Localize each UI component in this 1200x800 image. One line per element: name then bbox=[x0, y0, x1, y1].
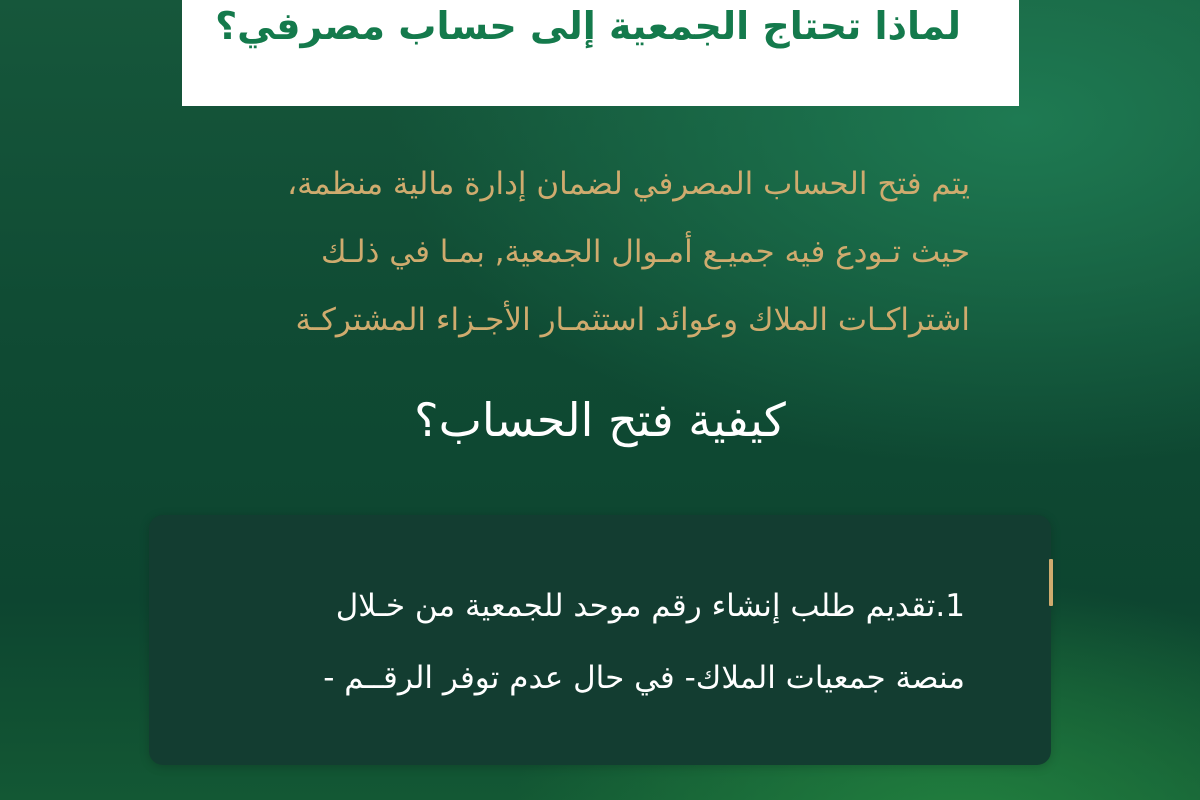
title-card bbox=[182, 0, 1019, 106]
page-title: لماذا تحتاج الجمعية إلى حساب مصرفي؟ bbox=[215, 4, 961, 48]
step-line-2: منصة جمعيات الملاك- في حال عدم توفر الرقــم - bbox=[323, 660, 965, 696]
gold-accent-marker bbox=[1049, 559, 1053, 606]
intro-line-1: يتم فتح الحساب المصرفي لضمان إدارة مالية منظمة، bbox=[287, 166, 970, 202]
intro-paragraph bbox=[200, 150, 970, 354]
step-1-text bbox=[225, 570, 965, 714]
intro-line-3: اشتراكـات الملاك وعوائد استثمـار الأجـزاء المشتركـة bbox=[295, 302, 970, 338]
step-line-1: 1.تقديم طلب إنشاء رقم موحد للجمعية من خـلال bbox=[335, 588, 965, 624]
intro-line-2: حيث تـودع فيه جميـع أمـوال الجمعية, بمـا في ذلـك bbox=[320, 234, 970, 270]
section-heading: كيفية فتح الحساب؟ bbox=[414, 393, 786, 447]
